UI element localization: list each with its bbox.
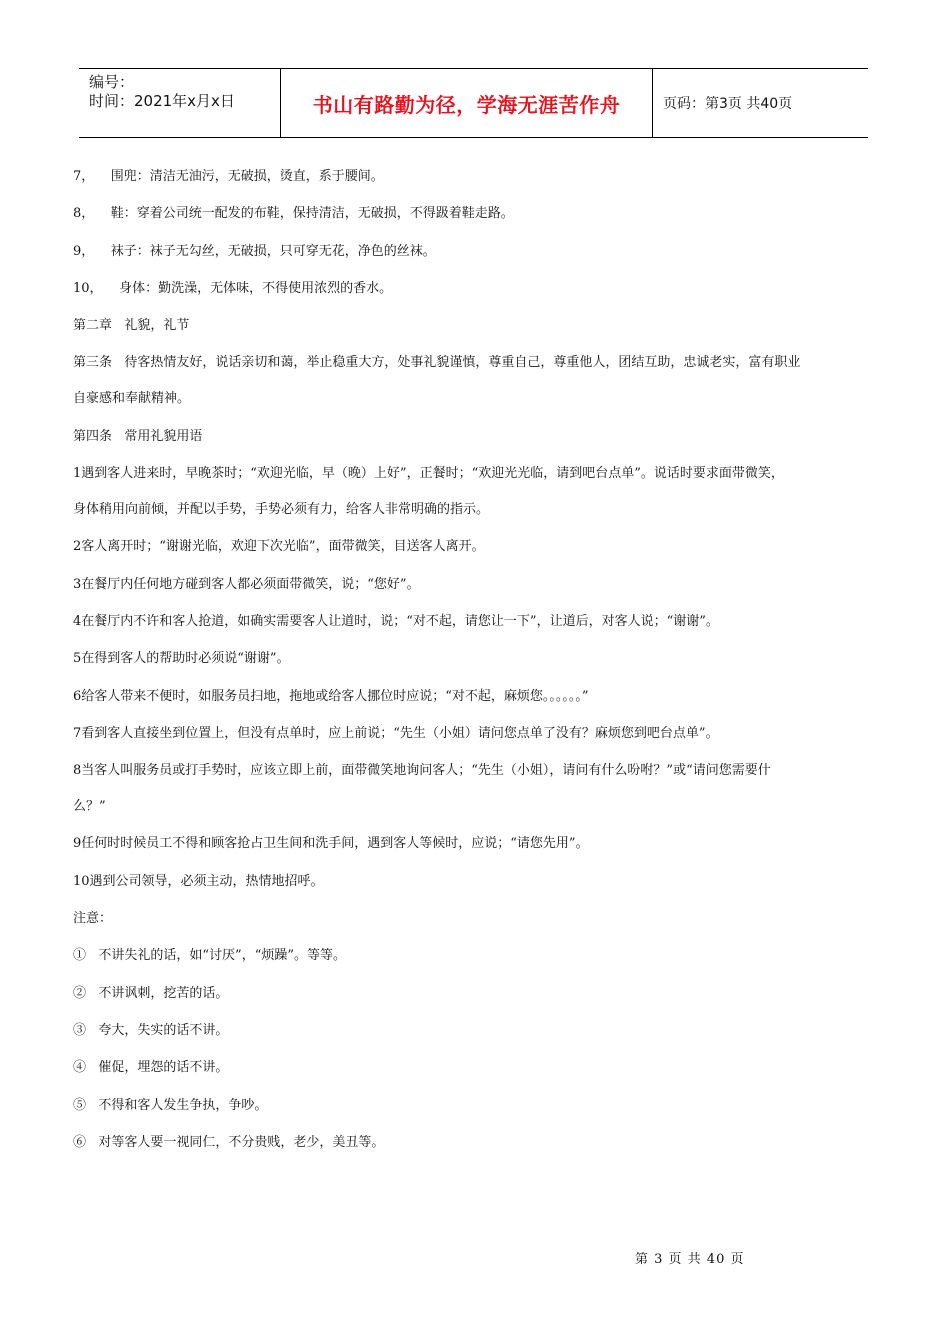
paragraph-text: 1遇到客人进来时，早晚茶时；“欢迎光临，早（晚）上好”，正餐时；“欢迎光光临，请到吧台点单”。说话时要求面带微笑， [73,466,784,482]
paragraph [73,168,885,186]
paragraph [73,317,885,335]
paragraph-text: ③ 夸大，失实的话不讲。 [73,1022,229,1038]
paragraph-text: 3在餐厅内任何地方碰到客人都必须面带微笑，说；“您好”。 [73,576,420,592]
paragraph [73,688,885,706]
paragraph-text: 8， 鞋：穿着公司统一配发的布鞋，保持清洁，无破损，不得趿着鞋走路。 [73,206,514,222]
paragraph [73,650,885,668]
page-code: 页码：第3页 共40页 [663,96,793,112]
paragraph-text: ⑤ 不得和客人发生争执，争吵。 [73,1097,268,1113]
paragraph-text: 10， 身体：勤洗澡，无体味，不得使用浓烈的香水。 [73,280,393,296]
paragraph [73,835,885,853]
paragraph [73,613,885,631]
paragraph-text: ⑥ 对等客人要一视同仁，不分贵贱，老少，美丑等。 [73,1134,385,1150]
paragraph-text: 10遇到公司领导，必须主动，热情地招呼。 [73,873,324,889]
document-date: 时间：2021年x月x日 [89,92,235,110]
paragraph [73,1097,885,1115]
paragraph [73,205,885,223]
paragraph-continuation: 身体稍用向前倾，并配以手势，手势必须有力，给客人非常明确的指示。 [73,502,490,518]
paragraph-continuation: 么？” [73,799,106,815]
paragraph [73,465,885,519]
paragraph-text: 9， 袜子：袜子无勾丝，无破损，只可穿无花，净色的丝袜。 [73,243,436,259]
paragraph [73,725,885,743]
paragraph-text: 第二章 礼貌，礼节 [73,318,190,334]
paragraph-text: 7看到客人直接坐到位置上，但没有点单时，应上前说；“先生（小姐）请问您点单了没有？麻烦您到吧台点单”。 [73,725,719,741]
paragraph-text: 9任何时时候员工不得和顾客抢占卫生间和洗手间，遇到客人等候时，应说；“请您先用”。 [73,836,589,852]
paragraph [73,985,885,1003]
paragraph-text: 4在餐厅内不许和客人抢道，如确实需要客人让道时，说；“对不起，请您让一下”，让道后，对客人说；“谢谢”。 [73,613,719,629]
paragraph [73,1022,885,1040]
header-motto-cell [281,69,653,137]
paragraph [73,538,885,556]
page-footer: 第 3 页 共 40 页 [635,1252,745,1267]
paragraph [73,354,885,408]
paragraph-text: 5在得到客人的帮助时必须说“谢谢”。 [73,651,290,667]
paragraph-text: 2客人离开时；“谢谢光临，欢迎下次光临”，面带微笑，目送客人离开。 [73,539,485,555]
paragraph-text: 第四条 常用礼貌用语 [73,428,203,444]
paragraph-text: 7， 围兜：清洁无油污，无破损，烫直，系于腰间。 [73,169,384,184]
paragraph [73,947,885,965]
paragraph-text: 6给客人带来不便时，如服务员扫地，拖地或给客人挪位时应说；“对不起，麻烦您。。。。。。” [73,688,589,704]
document-header [79,68,868,138]
paragraph [73,280,885,298]
paragraph [73,1059,885,1077]
paragraph-text: 注意： [73,911,113,927]
paragraph [73,243,885,261]
document-body [73,168,885,1171]
motto-text: 书山有路勤为径，学海无涯苦作舟 [312,92,621,117]
document-number-label: 编号： [89,73,135,91]
paragraph-text: 8当客人叫服务员或打手势时，应该立即上前，面带微笑地询问客人；“先生（小姐），请问有什么吩咐？”或“请问您需要什 [73,763,771,779]
paragraph-text: ④ 催促，埋怨的话不讲。 [73,1060,229,1076]
paragraph [73,873,885,891]
paragraph-text: ② 不讲讽刺，挖苦的话。 [73,985,229,1001]
paragraph [73,1134,885,1152]
paragraph-continuation: 自豪感和奉献精神。 [73,391,191,407]
paragraph [73,576,885,594]
header-page-cell [653,69,868,137]
header-left-cell [79,69,281,137]
paragraph [73,910,885,928]
paragraph-text: 第三条 待客热情友好，说话亲切和蔼，举止稳重大方，处事礼貌谨慎，尊重自己，尊重他人，团结互助，忠诚老实，富有职业 [73,355,801,371]
paragraph [73,428,885,446]
paragraph-text: ① 不讲失礼的话，如“讨厌”，“烦躁”。等等。 [73,948,346,964]
paragraph [73,762,885,816]
